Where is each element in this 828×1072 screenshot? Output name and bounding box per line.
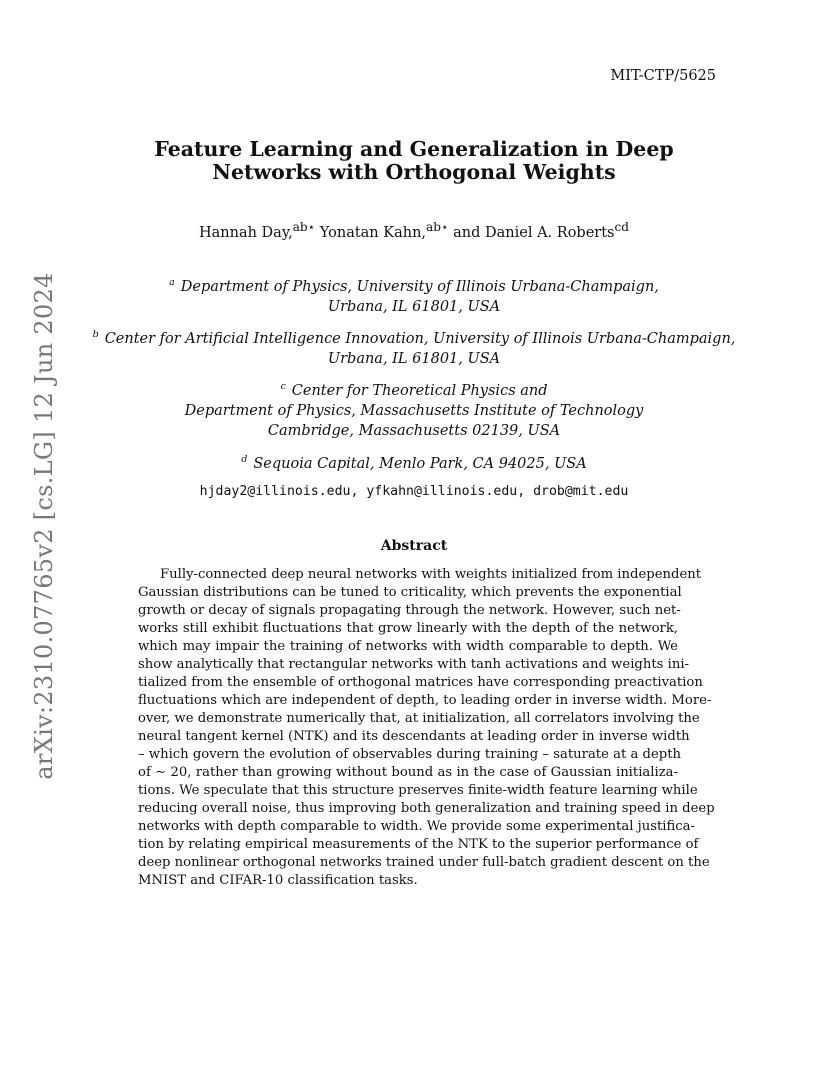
abstract-line: fluctuations which are independent of depth, to leading order in inverse width. More- [138,693,712,708]
affiliation-mark: c [280,381,286,392]
author-name: Hannah Day, [198,224,293,241]
author-name: and Daniel A. Roberts [448,224,615,241]
affiliation-a [0,273,828,317]
abstract-line: works still exhibit fluctuations that grow linearly with the depth of the network, [138,621,678,636]
author-list [0,220,828,241]
title-line-1: Feature Learning and Generalization in Deep [154,137,674,161]
affiliation-line: Sequoia Capital, Menlo Park, CA 94025, USA [253,455,587,472]
abstract-line: MNIST and CIFAR-10 classification tasks. [138,873,418,888]
abstract-line: networks with depth comparable to width. We provide some experimental justifica- [138,819,695,834]
affiliation-mark: d [241,454,248,465]
arxiv-side-stamp: arXiv:2310.07765v2 [cs.LG] 12 Jun 2024 [30,272,58,780]
abstract-line: Fully-connected deep neural networks with weights initialized from independent [160,567,702,582]
affiliation-d [0,450,828,474]
author-name: Yonatan Kahn, [315,224,427,241]
affiliation-line: Center for Theoretical Physics and [291,382,548,399]
affiliation-line: Urbana, IL 61801, USA [327,350,501,367]
affiliation-line: Department of Physics, University of Illinois Urbana-Champaign, [180,278,659,295]
abstract-line: of ∼ 20, rather than growing without bound as in the case of Gaussian initializa- [138,765,678,780]
abstract-line: show analytically that rectangular networks with tanh activations and weights ini- [138,657,689,672]
abstract-line: reducing overall noise, thus improving both generalization and training speed in deep [138,801,715,816]
abstract-line: which may impair the training of networks with width comparable to depth. We [138,639,678,654]
abstract-line: over, we demonstrate numerically that, at initialization, all correlators involving the [138,711,700,726]
abstract-line: Gaussian distributions can be tuned to criticality, which prevents the exponential [138,585,682,600]
affiliation-c [0,377,828,441]
abstract-line: tions. We speculate that this structure preserves finite-width feature learning while [138,783,698,798]
abstract-heading: Abstract [380,538,448,554]
affiliation-line: Center for Artificial Intelligence Innovation, University of Illinois Urbana-Champaign, [104,330,736,347]
affiliation-line: Department of Physics, Massachusetts Institute of Technology [184,402,644,419]
affiliation-mark: b [92,329,99,340]
abstract-line: deep nonlinear orthogonal networks trained under full-batch gradient descent on the [138,855,710,870]
paper-title [0,138,828,184]
abstract-line: – which govern the evolution of observables during training – saturate at a depth [138,747,681,762]
author-affiliation-marks: cd [614,220,629,234]
abstract-line: growth or decay of signals propagating through the network. However, such net- [138,603,681,618]
abstract-line: tion by relating empirical measurements of the NTK to the superior performance of [138,837,699,852]
affiliation-b [0,325,828,369]
title-line-2: Networks with Orthogonal Weights [212,160,616,184]
affiliation-mark: a [169,277,175,288]
author-affiliation-marks: ab⋆ [426,220,449,234]
abstract-line: tialized from the ensemble of orthogonal matrices have corresponding preactivation [138,675,703,690]
author-affiliation-marks: ab⋆ [292,220,316,234]
author-emails: hjday2@illinois.edu, yfkahn@illinois.edu, drob@mit.edu [199,484,629,499]
affiliation-line: Urbana, IL 61801, USA [327,298,501,315]
report-number: MIT-CTP/5625 [610,68,716,84]
affiliation-line: Cambridge, Massachusetts 02139, USA [267,422,561,439]
abstract-line: neural tangent kernel (NTK) and its descendants at leading order in inverse width [138,729,690,744]
